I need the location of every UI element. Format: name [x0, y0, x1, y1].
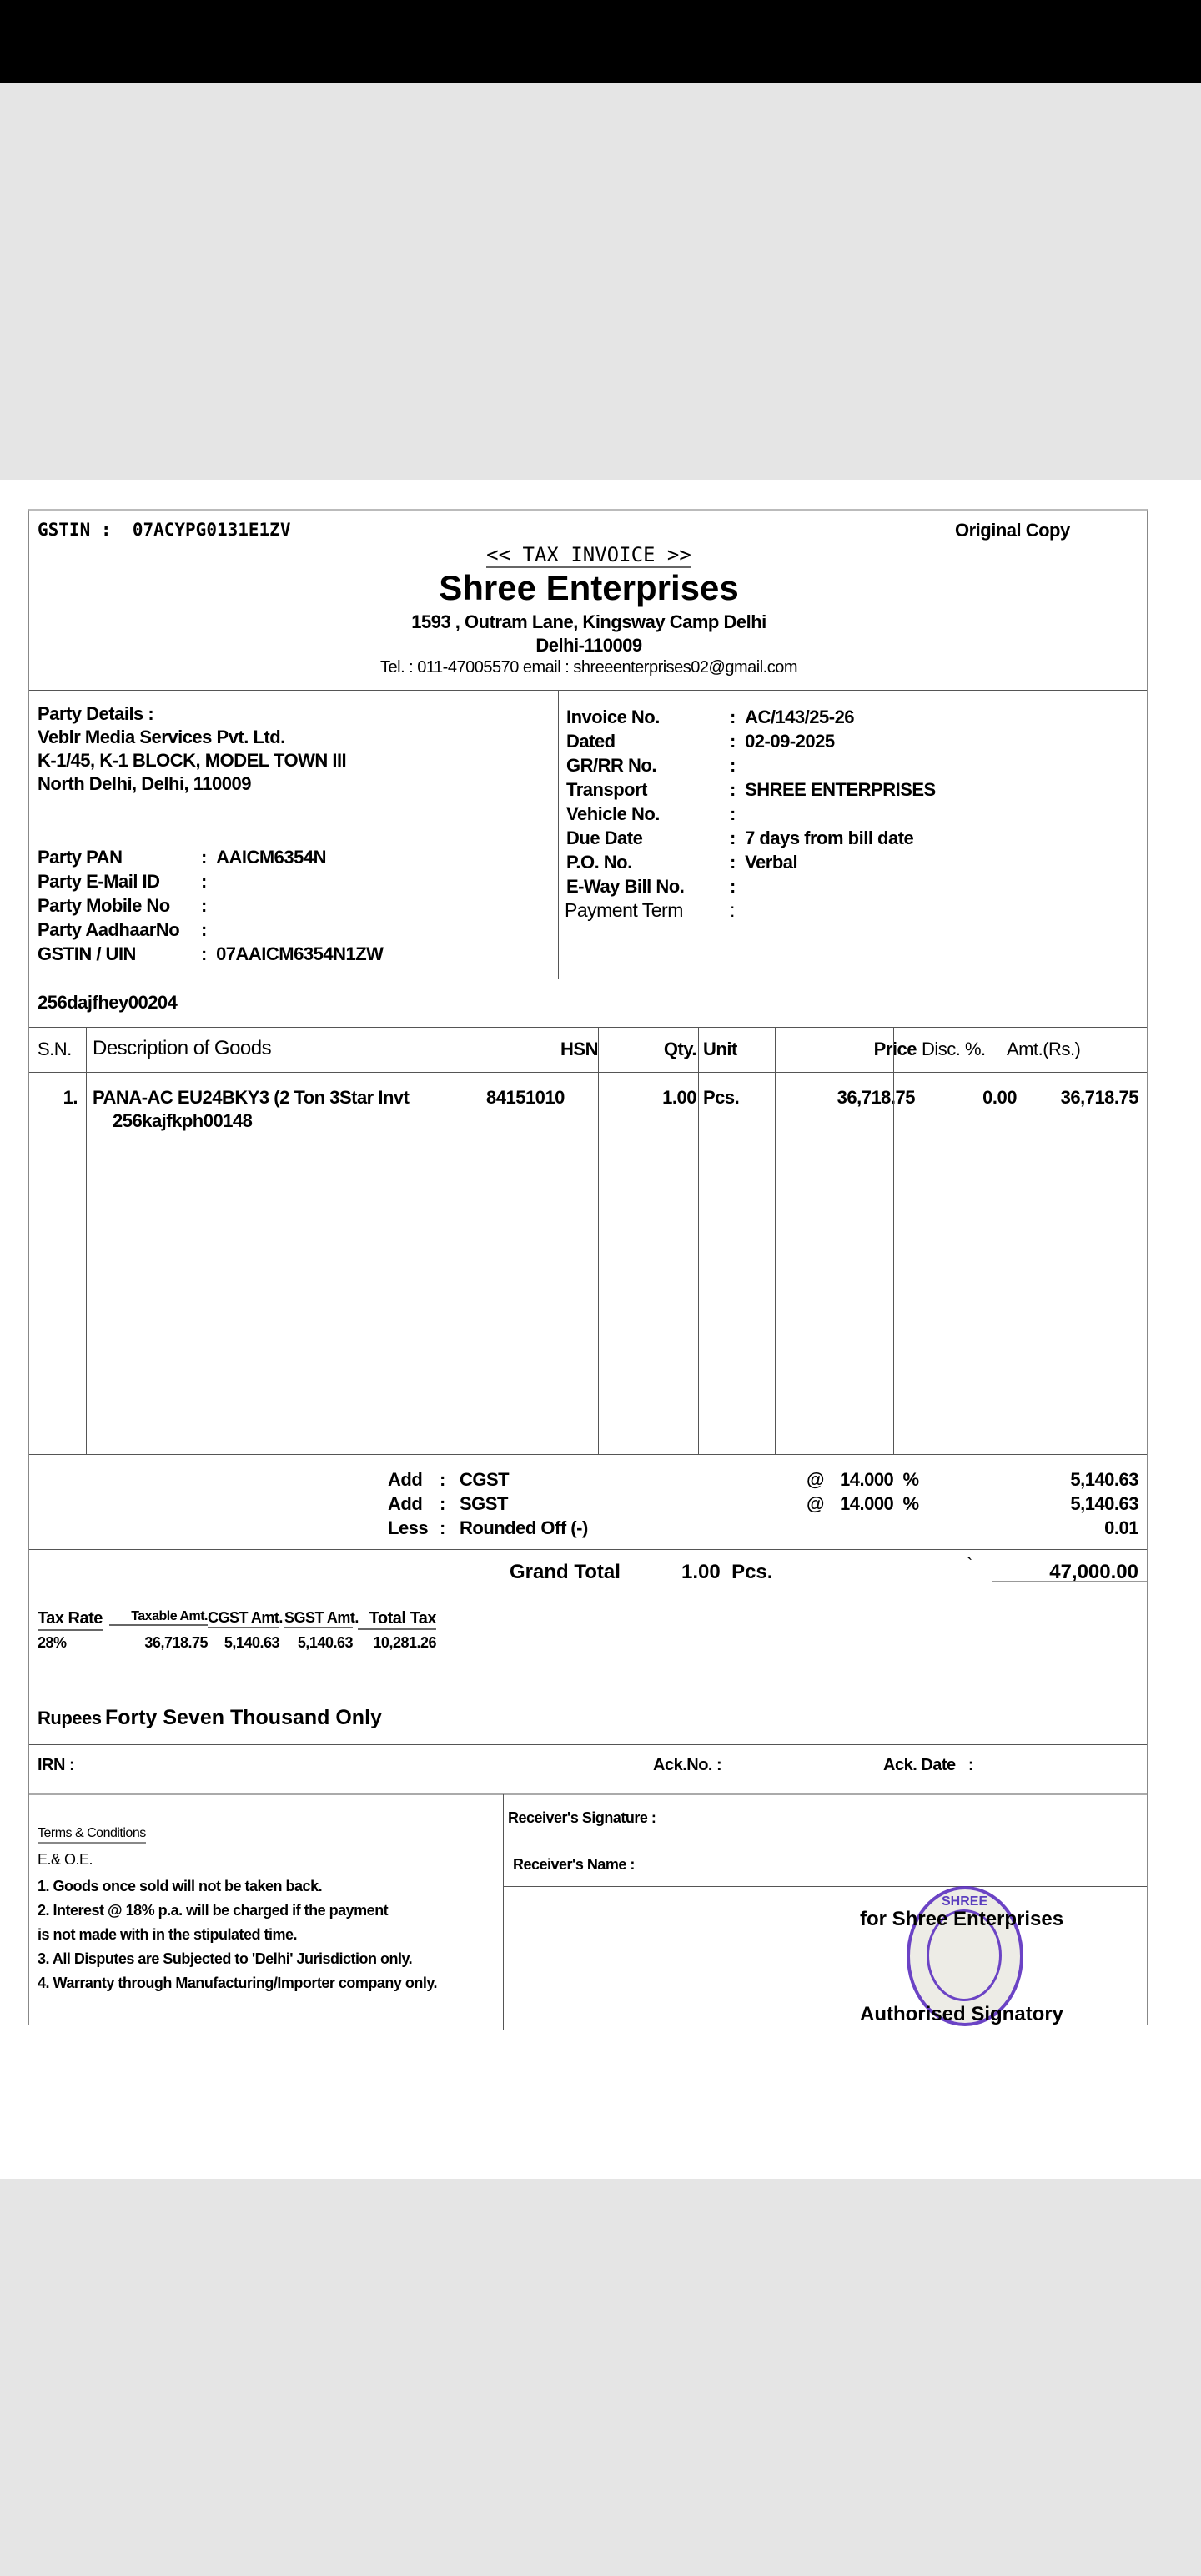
party-field-gstin: GSTIN / UIN : 07AAICM6354N1ZW — [38, 943, 384, 964]
adjustment-cgst: Add : CGST — [388, 1469, 510, 1490]
terms-heading: Terms & Conditions — [38, 1826, 146, 1844]
meta-invoice-no: Invoice No. : AC/143/25-26 — [566, 707, 855, 727]
divider — [558, 690, 559, 979]
meta-dated: Dated : 02-09-2025 — [566, 731, 835, 752]
divider — [29, 1549, 1147, 1550]
cell-amount: 36,718.75 — [1060, 1087, 1138, 1108]
col-header-price: Price — [873, 1039, 917, 1059]
cell-disc: 0.00 — [982, 1087, 1017, 1108]
grand-total-amount: 47,000.00 — [1049, 1561, 1138, 1583]
terms-item: is not made with in the stipulated time. — [38, 1926, 298, 1943]
party-field-pan: Party PAN : AAICM6354N — [38, 847, 326, 868]
divider — [29, 1027, 1147, 1028]
col-header-amount: Amt.(Rs.) — [1007, 1039, 1081, 1059]
col-header-disc: Disc. %. — [922, 1039, 986, 1059]
meta-vehicle-no: Vehicle No. : — [566, 803, 746, 824]
stamp-text: SHREE — [942, 1894, 988, 1909]
meta-transport: Transport : SHREE ENTERPRISES — [566, 779, 936, 800]
divider — [698, 1027, 699, 1454]
party-fields — [38, 845, 383, 966]
col-header-unit: Unit — [703, 1039, 737, 1059]
company-name: Shree Enterprises — [439, 568, 739, 607]
tax-header-total: Total Tax — [358, 1609, 436, 1630]
divider — [29, 1072, 1147, 1073]
terms-item: 1. Goods once sold will not be taken back. — [38, 1878, 323, 1894]
party-field-mobile: Party Mobile No : — [38, 895, 217, 916]
invoice-frame — [28, 509, 1148, 2025]
adjustment-amounts: 5,140.63 5,140.63 0.01 — [1070, 1469, 1138, 1538]
meta-po-no: P.O. No. : Verbal — [566, 852, 798, 873]
meta-gr-rr-no: GR/RR No. : — [566, 755, 746, 776]
receiver-name-label: Receiver's Name : — [513, 1856, 635, 1873]
tax-header-rate: Tax Rate — [38, 1609, 103, 1631]
divider — [29, 1454, 1147, 1455]
company-contact: Tel. : 011-47005570 email : shreeenterprises02@gmail.com — [380, 658, 797, 677]
divider — [29, 1793, 1147, 1795]
meta-payment-term: Payment Term : — [565, 899, 745, 921]
tax-total-value: 10,281.26 — [373, 1634, 436, 1651]
irn-label: IRN : — [38, 1756, 75, 1774]
terms-item: 3. All Disputes are Subjected to 'Delhi' Jurisdiction only. — [38, 1950, 413, 1967]
meta-due-date: Due Date : 7 days from bill date — [566, 828, 914, 848]
divider — [503, 1794, 504, 2030]
terms-item: 2. Interest @ 18% p.a. will be charged if the payment — [38, 1902, 389, 1919]
tax-header-taxable: Taxable Amt. — [109, 1609, 208, 1626]
party-address2: North Delhi, Delhi, 110009 — [38, 773, 251, 794]
tax-header-sgst: SGST Amt. — [284, 1609, 353, 1628]
invoice-page — [0, 480, 1201, 2179]
amount-in-words: Rupees Forty Seven Thousand Only — [38, 1706, 382, 1729]
terms-item: 4. Warranty through Manufacturing/Importer company only. — [38, 1975, 438, 1991]
tax-rate-value: 28% — [38, 1634, 67, 1651]
currency-mark: ` — [967, 1554, 973, 1575]
cell-unit: Pcs. — [703, 1087, 740, 1108]
serial-reference: 256dajfhey00204 — [38, 992, 178, 1013]
copy-type: Original Copy — [955, 520, 1070, 541]
tax-taxable-value: 36,718.75 — [144, 1634, 208, 1651]
seller-gstin: GSTIN : 07ACYPG0131E1ZV — [38, 520, 291, 540]
cell-description-sub: 256kajfkph00148 — [113, 1110, 253, 1131]
tax-sgst-value: 5,140.63 — [297, 1634, 353, 1651]
col-header-hsn: HSN — [560, 1039, 598, 1059]
divider — [992, 1581, 1147, 1582]
divider — [598, 1027, 599, 1454]
top-black-bar — [0, 0, 1201, 83]
col-header-qty: Qty. — [663, 1039, 696, 1059]
grand-total-qty: 1.00 Pcs. — [681, 1561, 773, 1583]
terms-list — [38, 1874, 437, 1995]
party-name: Veblr Media Services Pvt. Ltd. — [38, 727, 285, 747]
cell-description: PANA-AC EU24BKY3 (2 Ton 3Star Invt — [93, 1087, 410, 1108]
document-title: << TAX INVOICE >> — [486, 543, 691, 566]
cell-qty: 1.00 — [662, 1087, 696, 1108]
adjustment-sgst: Add : SGST — [388, 1493, 508, 1514]
ack-no-label: Ack.No. : — [653, 1756, 722, 1774]
meta-eway-bill: E-Way Bill No. : — [566, 876, 746, 897]
cell-price: 36,718.75 — [837, 1087, 915, 1108]
divider — [775, 1027, 776, 1454]
adjustment-rates: @ 14.000 % @ 14.000 % — [807, 1469, 919, 1514]
authorised-signatory-label: Authorised Signatory — [860, 2003, 1064, 2025]
party-heading: Party Details : — [38, 703, 154, 724]
cell-hsn: 84151010 — [486, 1087, 565, 1108]
divider — [29, 690, 1147, 691]
company-address-line1: 1593 , Outram Lane, Kingsway Camp Delhi — [411, 611, 766, 632]
party-field-aadhaar: Party AadhaarNo : — [38, 919, 217, 940]
tax-header-cgst: CGST Amt. — [208, 1609, 279, 1628]
col-header-description: Description of Goods — [93, 1037, 272, 1059]
terms-eoe: E.& O.E. — [38, 1851, 93, 1868]
receiver-signature-label: Receiver's Signature : — [508, 1809, 656, 1826]
col-header-sn: S.N. — [38, 1039, 72, 1059]
divider — [86, 1027, 87, 1454]
tax-cgst-value: 5,140.63 — [224, 1634, 279, 1651]
party-field-email: Party E-Mail ID : — [38, 871, 217, 892]
for-company-label: for Shree Enterprises — [860, 1908, 1064, 1930]
grand-total-label: Grand Total — [510, 1561, 621, 1583]
divider — [893, 1027, 894, 1454]
adjustments — [388, 1467, 588, 1540]
party-address1: K-1/45, K-1 BLOCK, MODEL TOWN III — [38, 750, 347, 771]
ack-date-label: Ack. Date : — [883, 1756, 973, 1774]
invoice-meta — [566, 705, 936, 923]
cell-sn: 1. — [63, 1087, 78, 1108]
divider — [503, 1886, 1147, 1887]
company-address-line2: Delhi-110009 — [535, 635, 642, 656]
adjustment-roundoff: Less : Rounded Off (-) — [388, 1517, 588, 1538]
divider — [29, 1744, 1147, 1745]
